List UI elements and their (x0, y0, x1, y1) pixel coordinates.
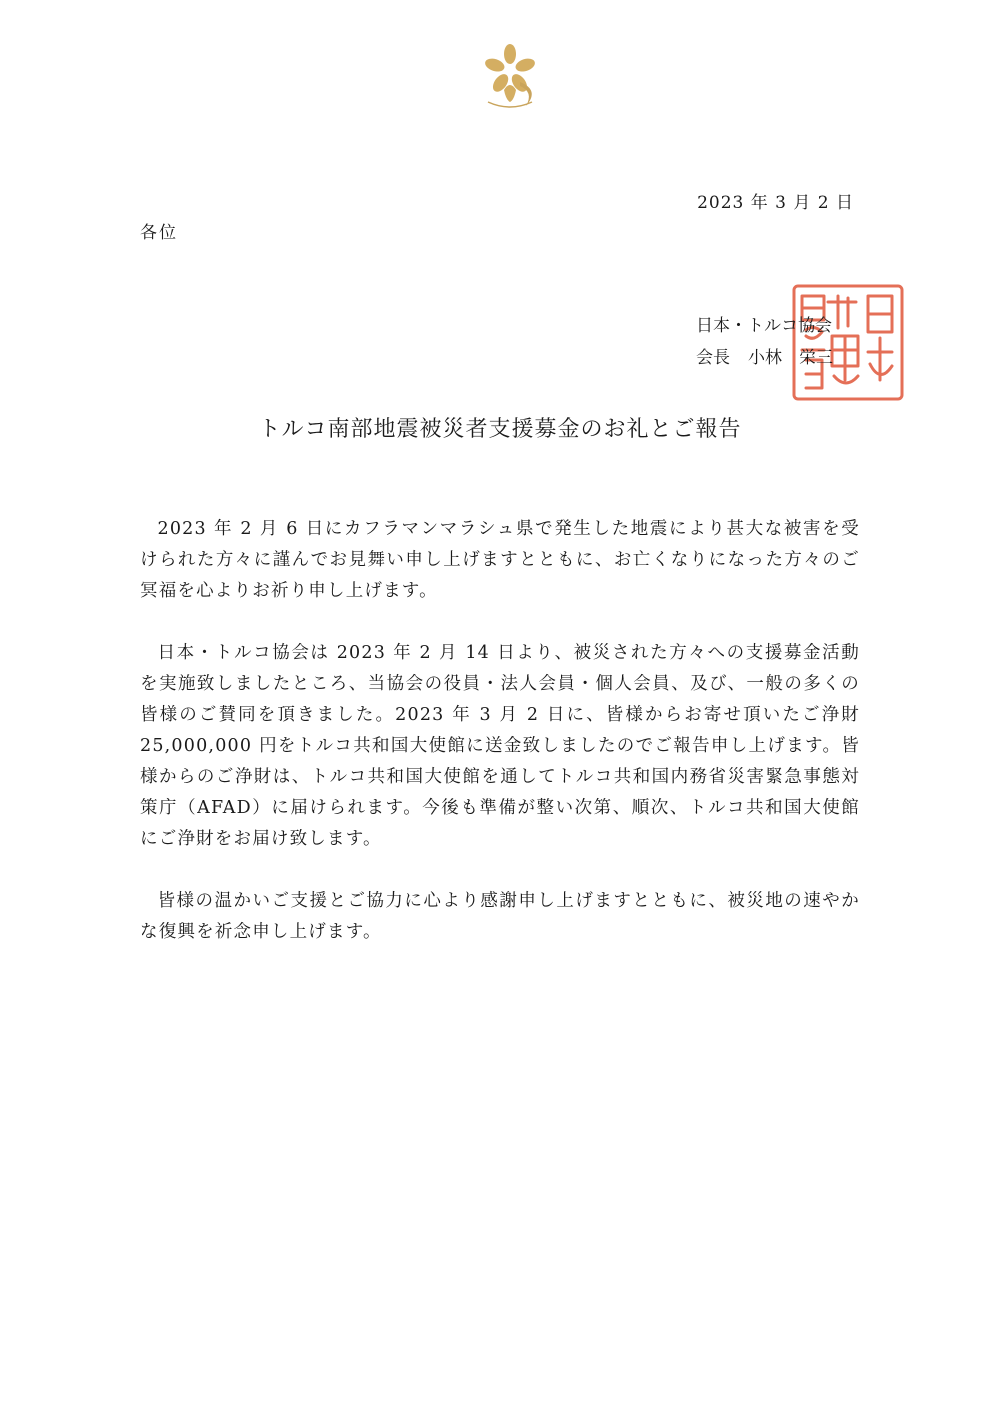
body-paragraph: 皆様の温かいご支援とご協力に心より感謝申し上げますとともに、被災地の速やかな復興を祈念申し上げます。 (140, 891, 860, 942)
letter-body (140, 514, 860, 979)
body-paragraph: 2023 年 2 月 6 日にカフラマンマラシュ県で発生した地震により甚大な被害を受けられた方々に謹んでお見舞い申し上げますとともに、お亡くなりになった方々のご冥福を心よりお祈り申し上げます。 (140, 519, 860, 601)
letter-recipient: 各位 (140, 223, 178, 243)
sender-role: 会長 (696, 348, 730, 368)
cherry-blossom-emblem-icon (470, 40, 550, 110)
sender-name: 小林 栄三 (748, 348, 833, 368)
letter-date: 2023 年 3 月 2 日 (697, 193, 854, 213)
letter-title: トルコ南部地震被災者支援募金のお礼とご報告 (258, 417, 742, 442)
sender-block (696, 310, 833, 374)
body-paragraph: 日本・トルコ協会は 2023 年 2 月 14 日より、被災された方々への支援募金活動を実施致しましたところ、当協会の役員・法人会員・個人会員、及び、一般の多くの皆様のご賛同を頂きました。2023 年 3 月 2 日に、皆様からお寄せ頂いたご浄財 25,000,000 円をトルコ共和国大使館に送金致しましたのでご報告申し上げます。皆様からのご浄財は、トルコ共和国大使館を通してトルコ共和国内務省災害緊急事態対策庁（AFAD）に届けられます。今後も準備が整い次第、順次、トルコ共和国大使館にご浄財をお届け致します。 (140, 643, 860, 849)
sender-role-line (696, 342, 833, 374)
sender-organization: 日本・トルコ協会 (696, 316, 832, 336)
